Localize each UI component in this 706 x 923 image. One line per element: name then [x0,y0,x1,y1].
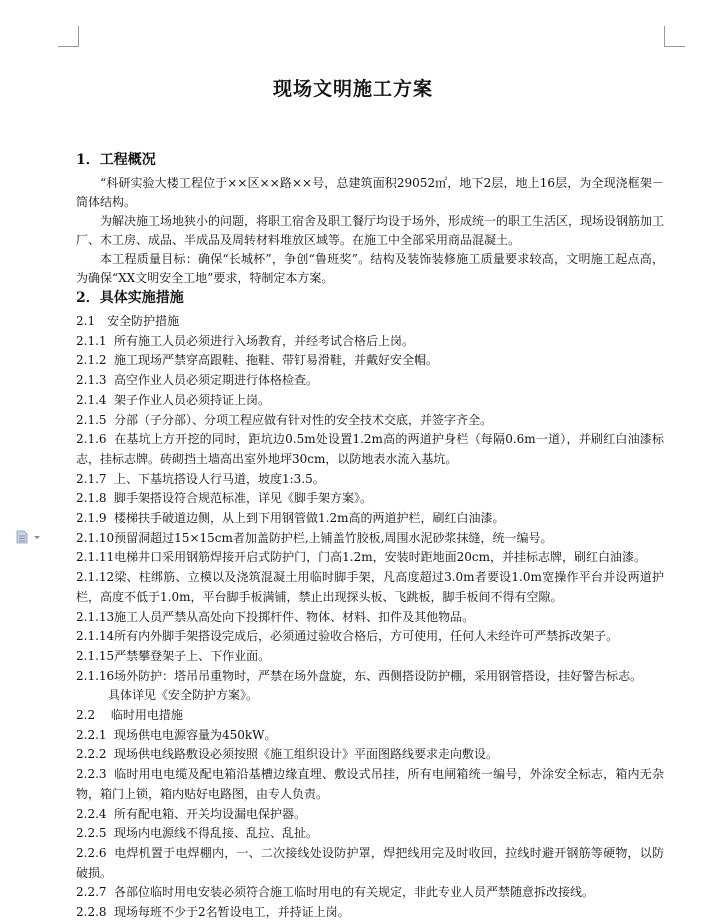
list-item [76,745,664,765]
page-corner-mark-top-right [664,26,685,47]
item-text: 所有施工人员必须进行入场教育，并经考试合格后上岗。 [114,333,415,348]
item-number: 2.1.8 [76,491,107,506]
list-item [76,647,664,667]
item-number: 2.1.12 [76,570,115,585]
item-number: 2.1.10 [76,530,115,545]
item-number: 2.1.14 [76,629,115,644]
item-text: 架子作业人员必须持证上岗。 [114,392,271,407]
list-item [76,844,664,883]
item-number: 2.1.13 [76,609,115,624]
item-text: 梁、柱绑筋、立模以及浇筑混凝土用临时脚手架，凡高度超过3.0m者要设1.0m宽操作平台并设两道护栏，高度不低于1.0m，平台脚手板满铺，禁止出现探头板、飞跳板，脚手板间不得有空隙。 [76,570,664,604]
list-item [76,470,664,490]
item-text: 严禁攀登架子上、下作业面。 [114,648,271,663]
paragraph-overview-3: 本工程质量目标：确保“长城杯”，争创“鲁班奖”。结构及装饰装修施工质量要求较高，文明施工起点高，为确保“XX文明安全工地”要求，特制定本方案。 [76,252,664,285]
item-text: 预留洞超过15×15cm者加盖防护栏,上铺盖竹胶板,周围水泥砂浆抹缝，统一编号。 [114,530,553,545]
item-text: 脚手架搭设符合规范标准，详见《脚手架方案》。 [114,491,373,506]
item-number: 2.1.15 [76,648,115,663]
subsection-heading-2-1: 2.1 安全防护措施 [76,314,180,328]
item-text: 分部（子分部）、分项工程应做有针对性的安全技术交底，并签字齐全。 [114,412,493,427]
list-item [76,667,664,687]
item-text: 楼梯扶手破道边侧，从上到下用钢管做1.2m高的两道护栏，刷红白油漆。 [114,511,505,526]
item-text: 上、下基坑搭设人行马道，坡度1:3.5。 [114,471,325,486]
list-item [76,371,664,391]
item-number: 2.2.3 [76,767,107,782]
item-text: 施工现场严禁穿高跟鞋、拖鞋、带钉易滑鞋，并戴好安全帽。 [114,353,439,368]
item-number: 2.2.7 [76,885,107,900]
item-text: 场外防护：塔吊吊重物时，严禁在场外盘旋，东、西侧搭设防护棚，采用钢管搭设，挂好警告标志。 [114,668,643,683]
document-body [76,150,664,923]
list-item [76,608,664,628]
item-text: 电梯井口采用钢筋焊接开启式防护门，门高1.2m，安装时距地面20cm，并挂标志牌，刷红白油漆。 [114,550,647,565]
item-number: 2.2.5 [76,826,107,841]
subsection-heading-2-2: 2.2 临时用电措施 [76,708,183,723]
list-item [76,726,664,746]
note-safety-plan: 具体详见《安全防护方案》。 [108,688,259,703]
item-number: 2.2.6 [76,845,107,860]
list-electrical-measures [76,726,664,923]
item-number: 2.1.2 [76,353,107,368]
item-text: 电焊机置于电焊棚内，一、二次接线处设防护罩，焊把线用完及时收回，拉线时避开钢筋等硬物，以防破损。 [76,845,664,880]
item-text: 施工人员严禁从高处向下投掷杆件、物体、材料、扣件及其他物品。 [114,609,475,624]
item-number: 2.1.1 [76,333,107,348]
item-text: 在基坑上方开挖的同时，距坑边0.5m处设置1.2m高的两道护身栏（每隔0.6m一道），并刷红白油漆标志，挂标志牌。砖砌挡土墙高出室外地坪30cm，以防地表水流入基坑。 [76,432,664,466]
item-number: 2.1.16 [76,668,115,683]
item-number: 2.1.6 [76,432,107,447]
item-number: 2.2.2 [76,747,107,762]
item-number: 2.1.7 [76,471,107,486]
item-number: 2.2.1 [76,727,107,742]
list-item [76,529,664,549]
list-item [76,351,664,371]
item-text: 现场内电源线不得乱接、乱拉、乱扯。 [114,826,319,841]
item-text: 高空作业人员必须定期进行体格检查。 [114,373,319,388]
list-item [76,548,664,568]
item-text: 所有内外脚手架搭设完成后，必须通过验收合格后，方可使用，任何人未经许可严禁拆改架子。 [114,629,619,644]
item-number: 2.1.3 [76,373,107,388]
list-item [76,509,664,529]
list-item [76,824,664,844]
item-number: 2.1.5 [76,412,107,427]
paragraph-overview-2: 为解决施工场地狭小的问题，将职工宿舍及职工餐厅均设于场外，形成统一的职工生活区，现场设钢筋加工厂、木工房、成品、半成品及周转材料堆放区域等。在施工中全部采用商品混凝土。 [76,214,665,247]
document-title: 现场文明施工方案 [272,78,433,100]
list-item [76,411,664,431]
list-item [76,568,664,607]
list-item [76,489,664,509]
item-number: 2.1.9 [76,511,107,526]
item-text: 各部位临时用电安装必须符合施工临时用电的有关规定，非此专业人员严禁随意拆改接线。 [114,885,595,900]
item-text: 现场供电线路敷设必须按照《施工组织设计》平面图路线要求走向敷设。 [114,747,499,762]
paragraph-overview-1: “科研实验大楼工程位于××区××路××号，总建筑面积29052㎡，地下2层，地上16层，为全现浇框架－筒体结构。 [76,176,664,209]
section-heading-2: 2．具体实施措施 [76,290,184,306]
item-number: 2.2.8 [76,905,107,920]
section-heading-1: 1．工程概况 [76,152,156,168]
document-margin-icon[interactable] [16,530,42,544]
item-number: 2.2.4 [76,806,107,821]
list-item [76,805,664,825]
page-corner-mark-top-left [58,26,79,47]
list-item [76,883,664,903]
list-item [76,391,664,411]
list-item [76,430,664,469]
list-safety-measures [76,332,664,687]
item-text: 现场供电电源容量为450kW。 [114,727,277,742]
list-item [76,627,664,647]
item-text: 临时用电电缆及配电箱沿基槽边缘直埋、敷设式吊挂，所有电闸箱统一编号，外涂安全标志，箱内无杂物，箱门上锁，箱内贴好电路图，由专人负责。 [76,767,664,801]
item-text: 现场每班不少于2名暂设电工，并持证上岗。 [114,905,350,920]
item-number: 2.1.11 [76,550,115,565]
list-item [76,332,664,352]
list-item [76,765,664,804]
item-text: 所有配电箱、开关均设漏电保护器。 [114,806,307,821]
item-number: 2.1.4 [76,392,107,407]
